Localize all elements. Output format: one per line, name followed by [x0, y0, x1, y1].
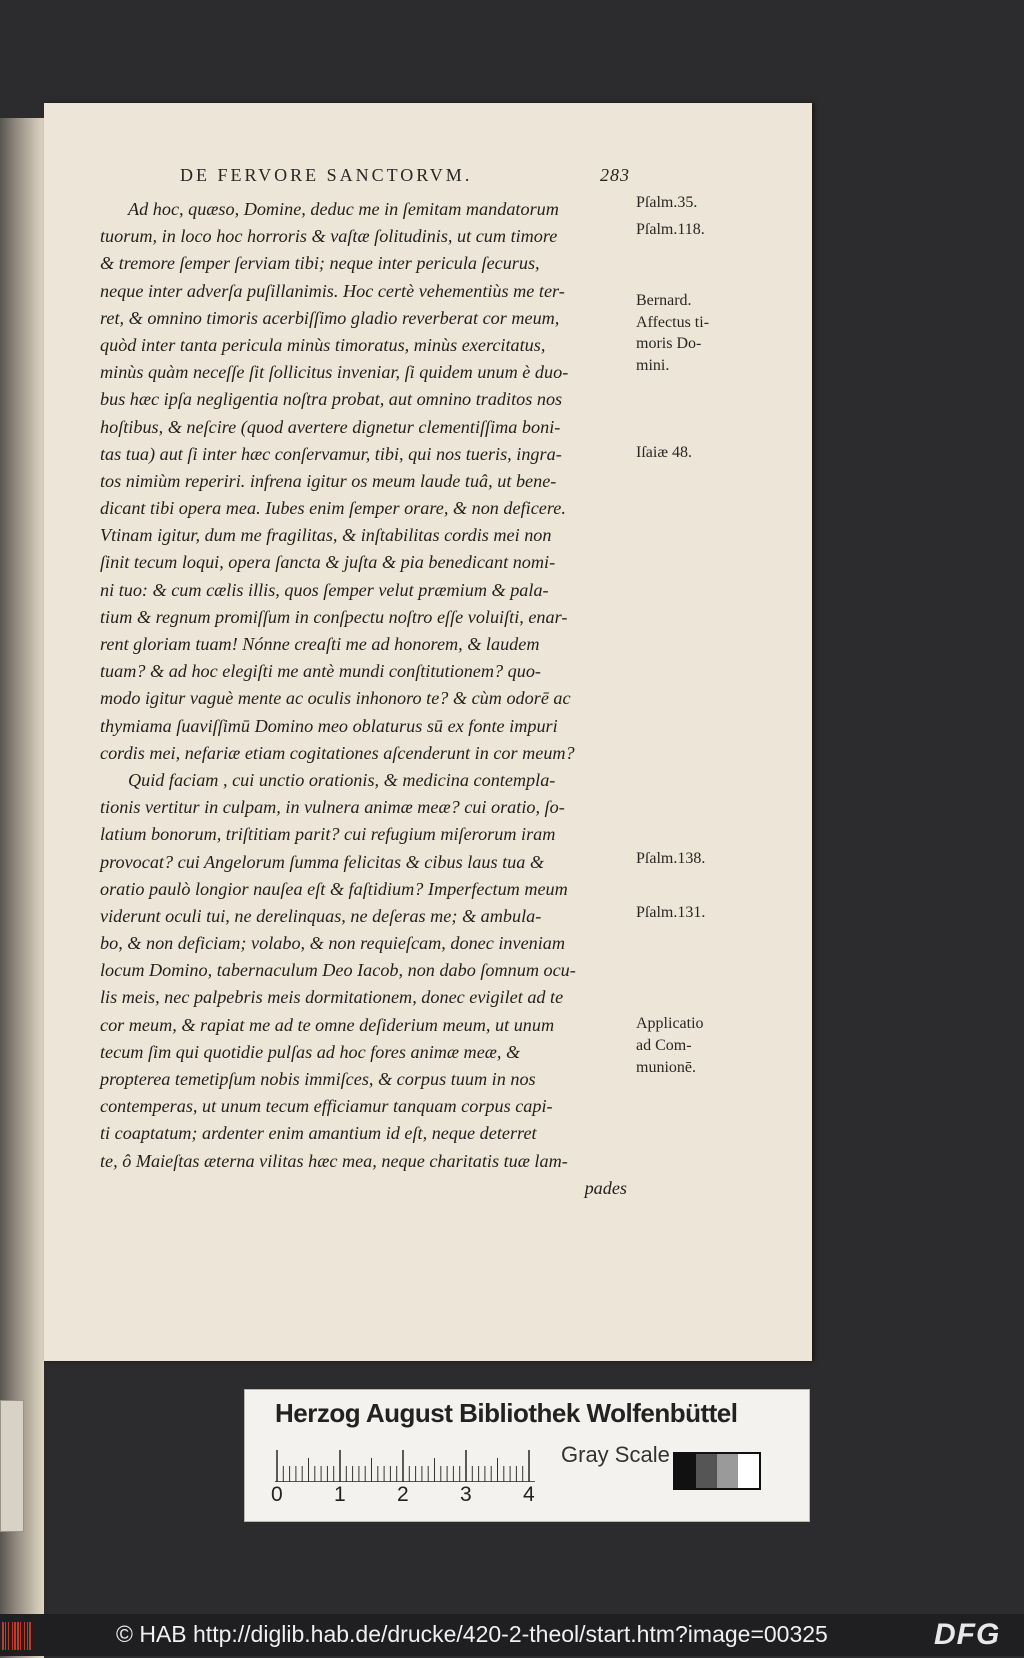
text-line: lis meis, nec palpebris meis dormitationem, donec evigilet ad te [100, 987, 564, 1008]
barcode-icon [2, 1622, 46, 1650]
text-line: quòd inter tanta pericula minùs timoratus, minùs exercitatus, [100, 334, 546, 355]
text-line: minùs quàm neceſſe ſit ſollicitus inveniar, ſi quidem unum è duo- [100, 362, 569, 383]
text-line: tuam? & ad hoc elegiſti me antè mundi conſtitutionem? quo- [100, 661, 541, 682]
margin-note: Bernard. [636, 291, 692, 309]
ruler-number: 0 [271, 1483, 283, 1506]
page-number: 283 [600, 165, 630, 185]
text-line: contemperas, ut unum tecum efficiamur tanquam corpus capi- [100, 1096, 553, 1117]
gray-scale-swatches [673, 1452, 761, 1490]
library-color-card [244, 1389, 810, 1522]
text-line: tium & regnum promiſſum in conſpectu noſtro eſſe voluiſti, enar- [100, 606, 568, 627]
text-line: hoſtibus, & neſcire (quod avertere dignetur clementiſſima boni- [100, 416, 561, 437]
margin-note: Pſalm.35. [636, 194, 698, 211]
margin-note: Iſaiæ 48. [636, 444, 692, 462]
text-line: viderunt oculi tui, ne derelinquas, ne deſeras me; & ambula- [100, 905, 542, 926]
gray-swatch [675, 1454, 696, 1488]
text-line: ſinit tecum loqui, opera ſancta & juſta & pia benedicant nomi- [100, 552, 556, 573]
text-line: cor meum, & rapiat me ad te omne deſiderium meum, ut unum [100, 1014, 555, 1035]
text-line: dicant tibi opera mea. Iubes enim ſemper orare, & non deficere. [100, 498, 566, 519]
text-line: rent gloriam tuam! Nónne creaſti me ad honorem, & laudem [100, 634, 540, 654]
running-title: DE FERVORE SANCTORVM. [180, 165, 473, 185]
viewer-footer [0, 1614, 1024, 1656]
gray-swatch [717, 1454, 738, 1488]
text-line: & tremore ſemper ſerviam tibi; neque inter pericula ſecurus, [100, 253, 540, 274]
text-line: Quid faciam , cui unctio orationis, & medicina contempla- [128, 769, 556, 790]
margin-note: Pſalm.138. [636, 849, 706, 867]
ruler-scale [275, 1448, 535, 1482]
text-line: neque inter adverſa puſillanimis. Hoc certè vehementiùs me ter- [100, 280, 565, 301]
margin-note: Applicatio [636, 1015, 704, 1033]
library-name: Herzog August Bibliothek Wolfenbüttel [275, 1398, 738, 1428]
copyright-link[interactable]: © HAB http://diglib.hab.de/drucke/420-2-theol/start.htm?image=00325 [116, 1621, 828, 1647]
text-line: tionis vertitur in culpam, in vulnera animæ meæ? cui oratio, ſo- [100, 797, 565, 818]
text-line: cordis mei, nefariæ etiam cogitationes aſcenderunt in cor meum? [100, 742, 575, 763]
ruler-number: 4 [523, 1483, 535, 1506]
main-text-block [100, 196, 630, 1202]
margin-note: moris Do- [636, 335, 702, 353]
text-line: tas tua) aut ſi inter hæc conſervamur, tibi, qui nos tueris, ingra- [100, 443, 562, 464]
text-line: ret, & omnino timoris acerbiſſimo gladio reverberat cor meum, [100, 307, 560, 328]
margin-note: Affectus ti- [636, 313, 710, 331]
text-line: provocat? cui Angelorum ſumma felicitas & cibus laus tua & [100, 851, 545, 872]
text-line: bo, & non deficiam; volabo, & non requieſcam, donec inveniam [100, 933, 566, 954]
left-book-spine [0, 1400, 24, 1532]
page-header [180, 165, 630, 186]
gray-scale-label: Gray Scale [561, 1442, 670, 1467]
margin-note: Pſalm.131. [636, 903, 706, 921]
margin-note: Pſalm.118. [636, 221, 705, 239]
dfg-logo: DFG [934, 1618, 1001, 1651]
ruler-number: 2 [397, 1483, 409, 1506]
text-line: locum Domino, tabernaculum Deo Iacob, non dabo ſomnum ocu- [100, 960, 576, 981]
ruler-number: 1 [334, 1483, 346, 1506]
text-line: Vtinam igitur, dum me fragilitas, & inſtabilitas cordis mei non [100, 525, 552, 546]
text-line: latium bonorum, triſtitiam parit? cui refugium miſerorum iram [100, 824, 556, 845]
text-line: tos nimiùm reperiri. infrena igitur os meum laude tuâ, ut bene- [100, 470, 557, 491]
text-line: modo igitur vaguè mente ac oculis inhonoro te? & cùm odorē ac [100, 688, 571, 709]
text-line: Ad hoc, quæso, Domine, deduc me in ſemitam mandatorum [128, 199, 559, 219]
margin-note: mini. [636, 357, 670, 375]
gray-swatch [696, 1454, 717, 1488]
text-line: oratio paulò longior nauſea eſt & faſtidium? Imperfectum meum [100, 878, 568, 899]
text-line: thymiama ſuaviſſimū Domino meo oblaturus sū ex fonte impuri [100, 715, 558, 736]
text-line: bus hæc ipſa negligentia noſtra probat, aut omnino traditos nos [100, 389, 563, 410]
catchword: pades [584, 1177, 627, 1198]
text-line: propterea temetipſum nobis immiſces, & corpus tuum in nos [100, 1069, 536, 1089]
text-line: tuorum, in loco hoc horroris & vaſtæ ſolitudinis, ut cum timore [100, 226, 558, 247]
text-line: te, ô Maieſtas æterna vilitas hæc mea, neque charitatis tuæ lam- [100, 1150, 568, 1171]
margin-note: munionē. [636, 1058, 696, 1076]
text-line: ti coaptatum; ardenter enim amantium id eſt, neque deterret [100, 1123, 537, 1144]
ruler-number: 3 [460, 1483, 472, 1506]
gray-swatch [738, 1454, 759, 1488]
margin-note: ad Com- [636, 1037, 692, 1055]
text-line: ni tuo: & cum cælis illis, quos ſemper velut præmium & pala- [100, 579, 549, 600]
text-line: tecum ſim qui quotidie pulſas ad hoc fores animæ meæ, & [100, 1041, 521, 1062]
